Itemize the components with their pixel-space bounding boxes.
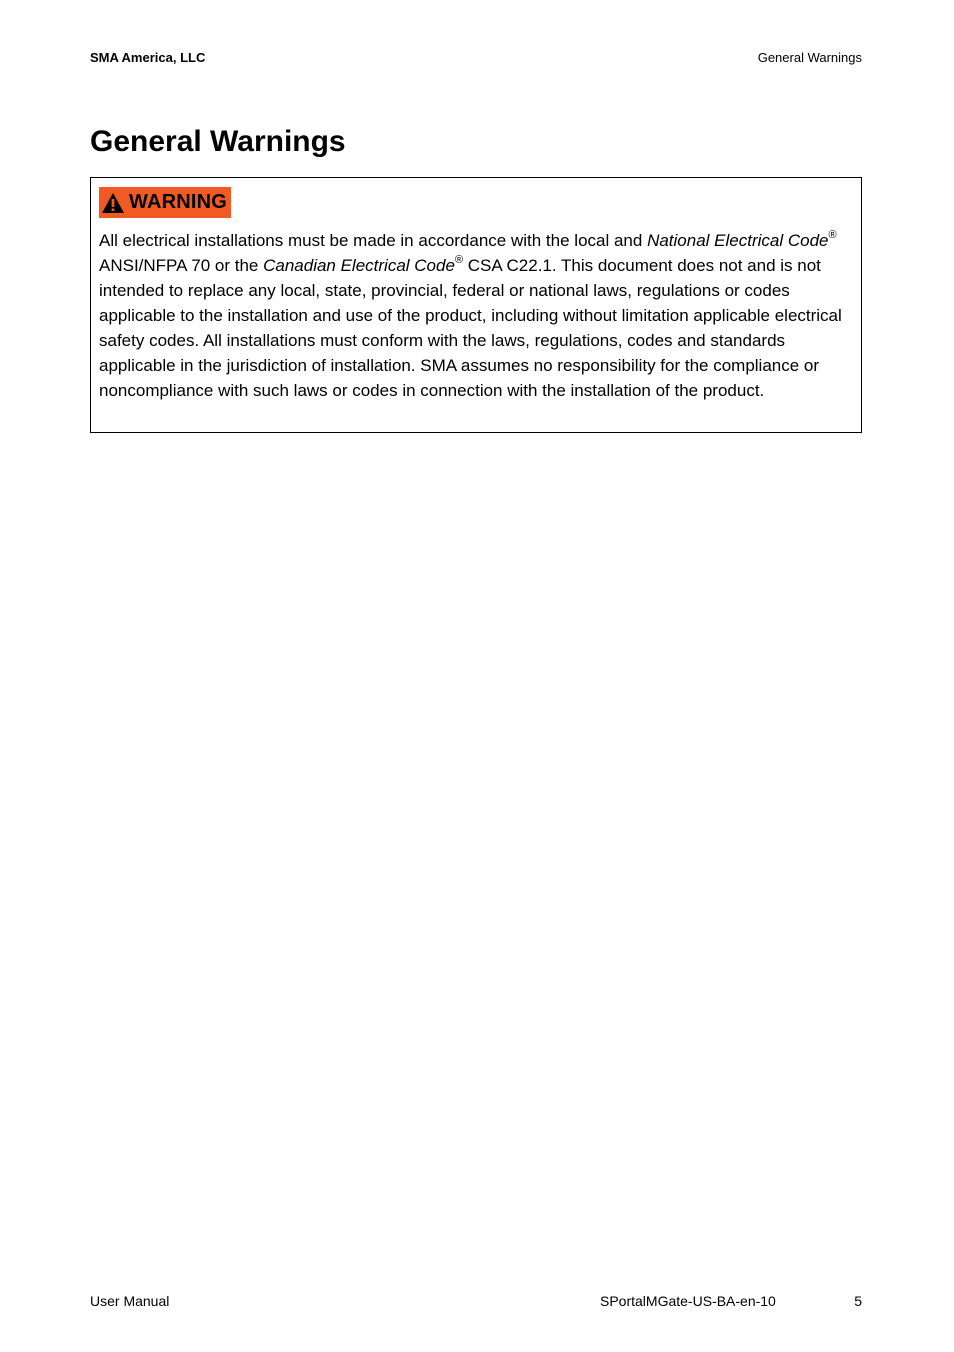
footer-doc-code: SPortalMGate-US-BA-en-10	[600, 1293, 776, 1309]
warning-text-part: CSA C22.1. This document does not and is not intended to replace any local, state, provincial, federal or national laws, regulations or codes applicable to the installation and use of the product, including without limitation applicable electrical safety codes. All installations must conform with the laws, regulations, codes and standards applicable in the jurisdiction of installation. SMA assumes no responsibility for the compliance or noncompliance with such laws or codes in connection with the installation of the product.	[99, 256, 842, 400]
header-section-title: General Warnings	[757, 50, 862, 65]
warning-label: WARNING	[129, 191, 228, 213]
warning-text-part: All electrical installations must be made in accordance with the local and	[99, 231, 648, 250]
footer-page-number: 5	[854, 1293, 862, 1309]
registered-mark: ®	[454, 254, 464, 267]
warning-message	[99, 228, 857, 403]
warning-box	[90, 177, 862, 433]
warning-triangle-icon	[101, 192, 125, 214]
page-title: General Warnings	[90, 125, 346, 158]
nec-reference: National Electrical Code	[647, 231, 829, 250]
registered-mark: ®	[828, 229, 837, 242]
cec-reference: Canadian Electrical Code	[263, 256, 455, 275]
header-company: SMA America, LLC	[90, 50, 206, 65]
footer-doc-type: User Manual	[90, 1293, 170, 1309]
warning-badge	[99, 187, 231, 218]
warning-text-part: ANSI/NFPA 70 or the	[99, 256, 264, 275]
